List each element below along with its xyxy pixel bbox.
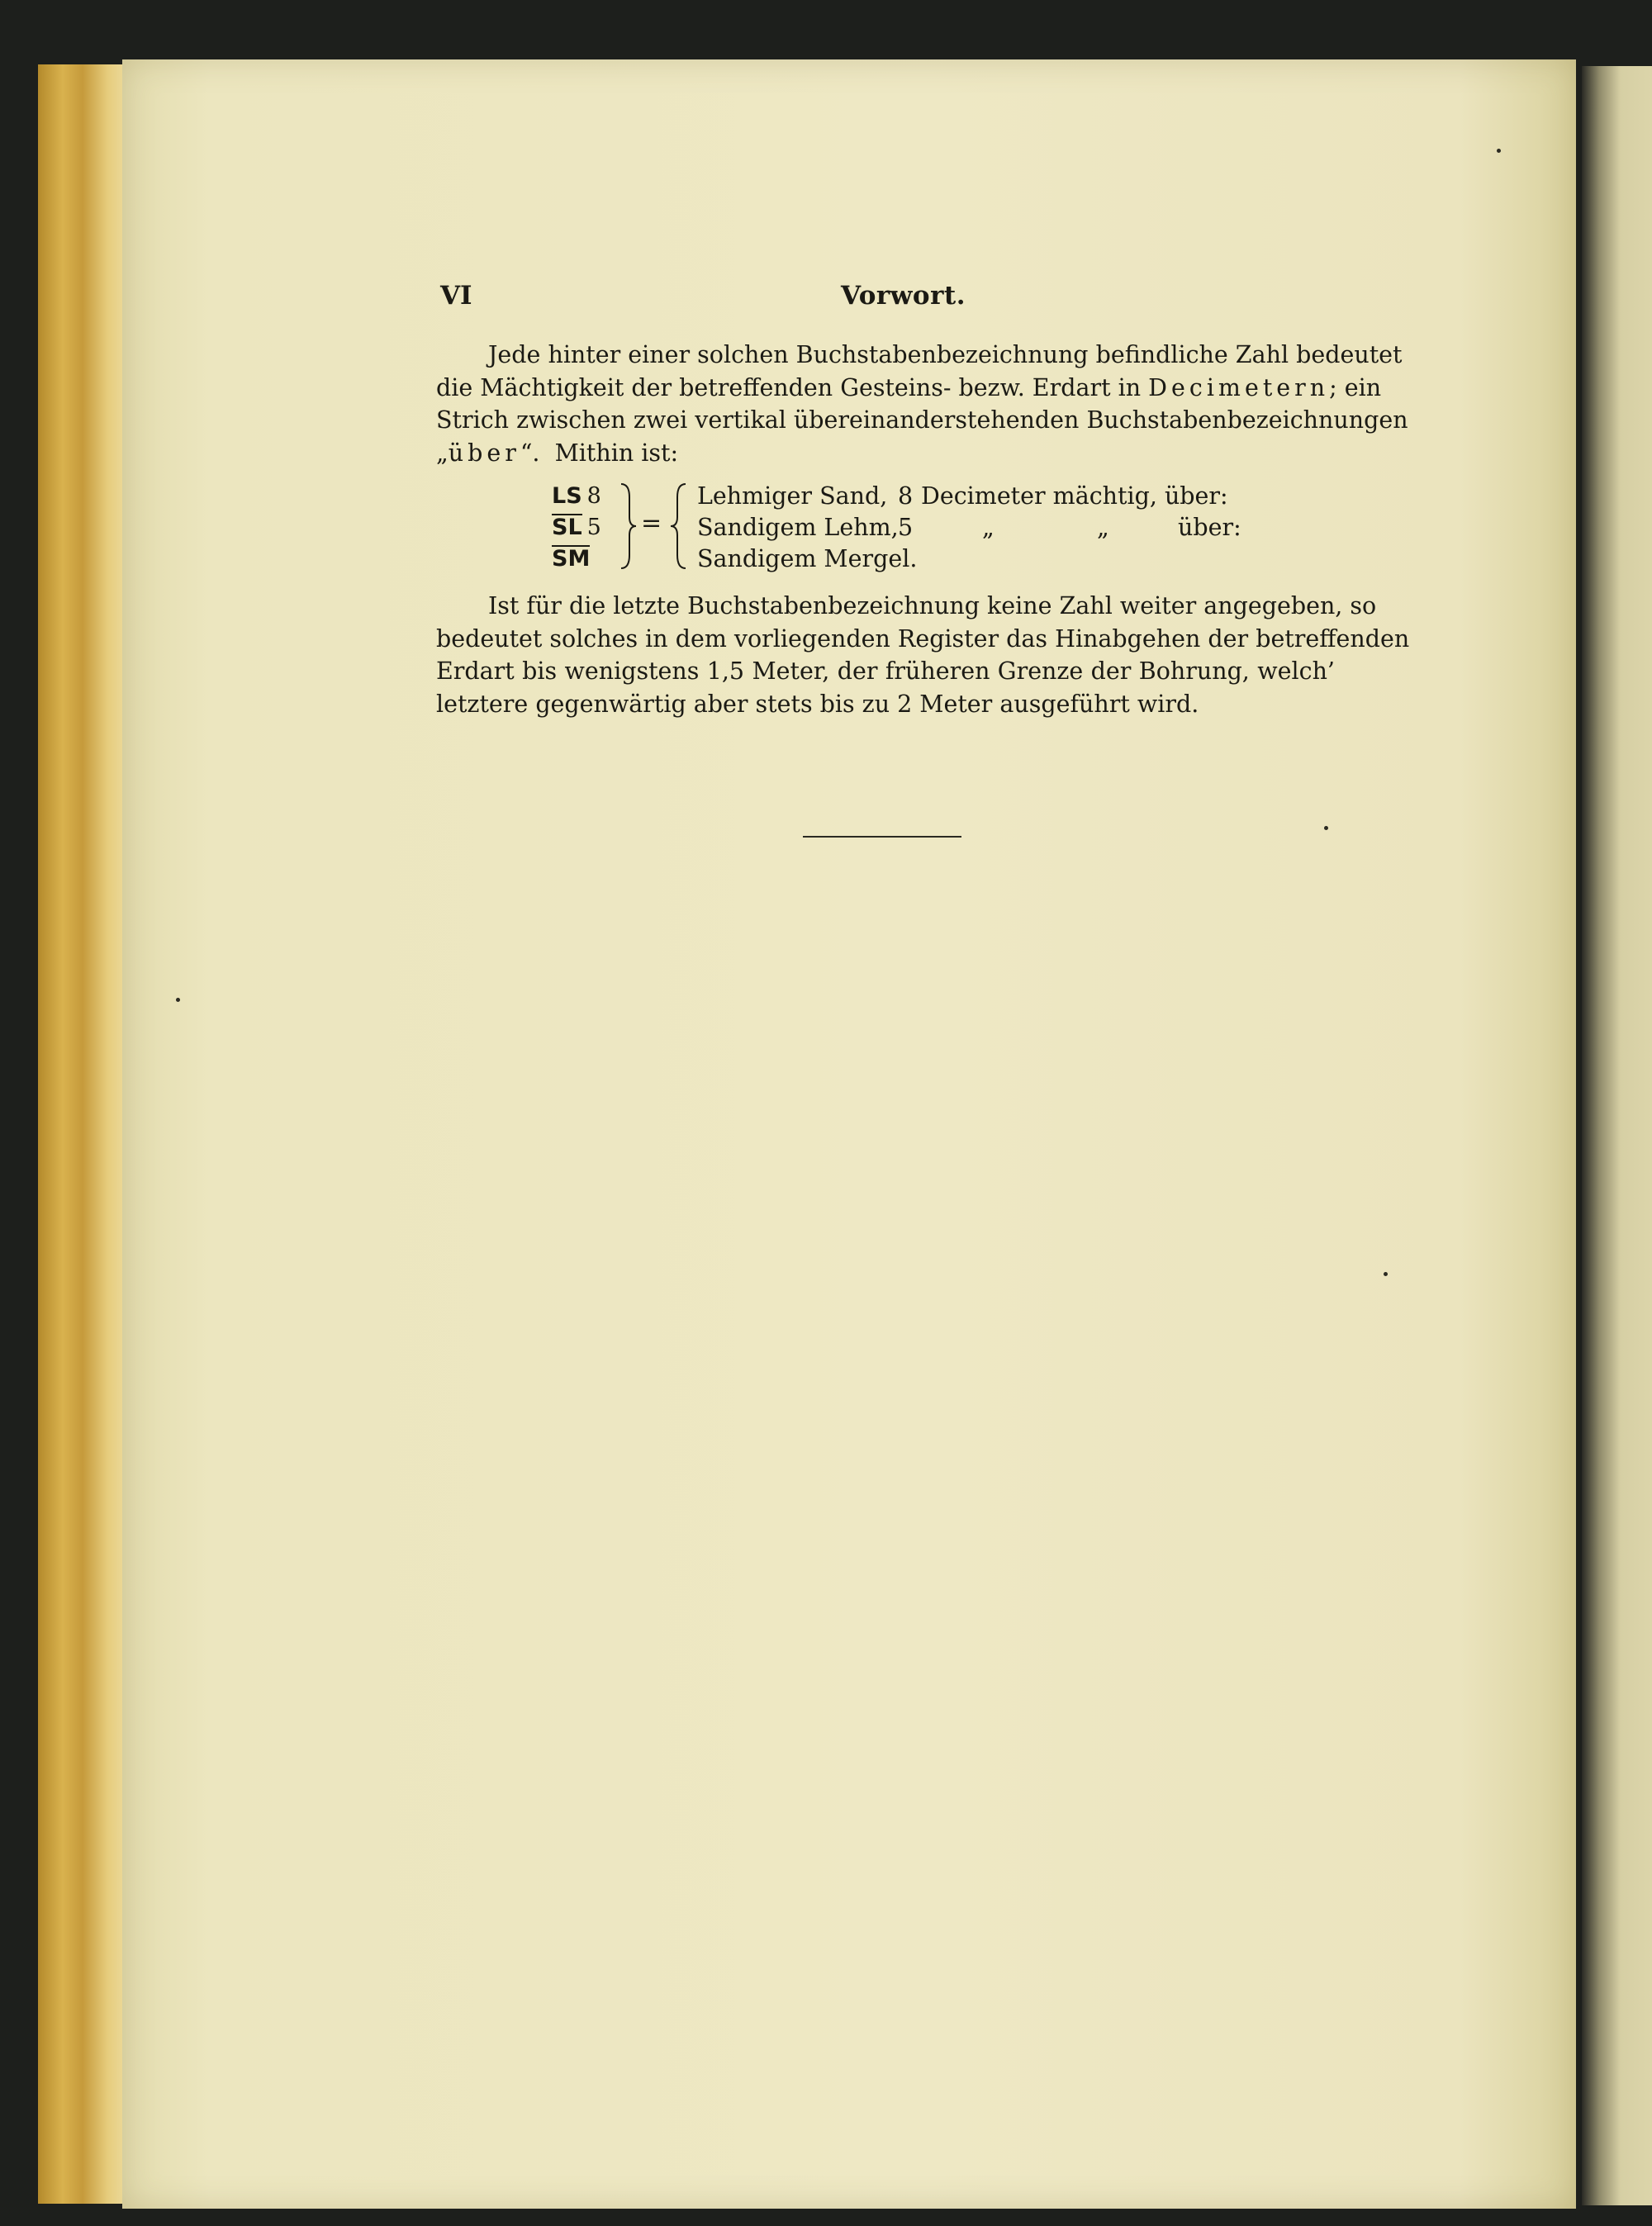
text-line: die Mächtigkeit der betreffenden Gesteins- bezw. Erdart in Decimetern; ein: [436, 373, 1382, 401]
page-title: Vorwort.: [841, 281, 966, 311]
formula-block: [552, 481, 1241, 572]
desc-row: Lehmiger Sand, 8 Decimeter mächtig, über:: [697, 482, 1228, 510]
desc-row: Sandigem Mergel.: [697, 545, 918, 572]
formula-descriptions: [697, 481, 1242, 575]
speck: [1384, 1272, 1388, 1276]
formula-codes: [552, 481, 610, 575]
running-header: [0, 281, 1652, 322]
right-brace-icon: [618, 481, 639, 572]
section-rule: [803, 836, 961, 838]
facing-page-edge: [1582, 66, 1652, 2205]
text-line: Erdart bis wenigstens 1,5 Meter, der früheren Grenze der Bohrung, welch’: [436, 657, 1335, 686]
speck: [1497, 149, 1501, 153]
text-line: letztere gegenwärtig aber stets bis zu 2 Meter ausgeführt wird.: [436, 690, 1199, 718]
text-line: Ist für die letzte Buchstabenbezeichnung keine Zahl weiter angegeben, so: [488, 592, 1377, 619]
text-line: „über“. Mithin ist:: [436, 439, 679, 467]
paragraph-1: [436, 339, 1408, 469]
speck: [1324, 826, 1328, 830]
paragraph-2: [436, 590, 1410, 720]
code-row: LS 8: [552, 483, 601, 509]
text-line: bedeutet solches in dem vorliegenden Register das Hinabgehen der betreffenden: [436, 624, 1410, 653]
code-row: SM: [552, 546, 591, 572]
equals-sign: =: [641, 509, 662, 538]
code-row: SL 5: [552, 515, 601, 540]
desc-row: Sandigem Lehm, 5 „ „ über:: [697, 514, 1241, 541]
left-brace-icon: [667, 481, 689, 572]
text-line: Jede hinter einer solchen Buchstabenbezeichnung befindliche Zahl bedeutet: [488, 341, 1403, 368]
speck: [176, 998, 180, 1002]
text-line: Strich zwischen zwei vertikal übereinanderstehenden Buchstabenbezeichnungen: [436, 406, 1408, 434]
page-number: VI: [440, 281, 472, 311]
